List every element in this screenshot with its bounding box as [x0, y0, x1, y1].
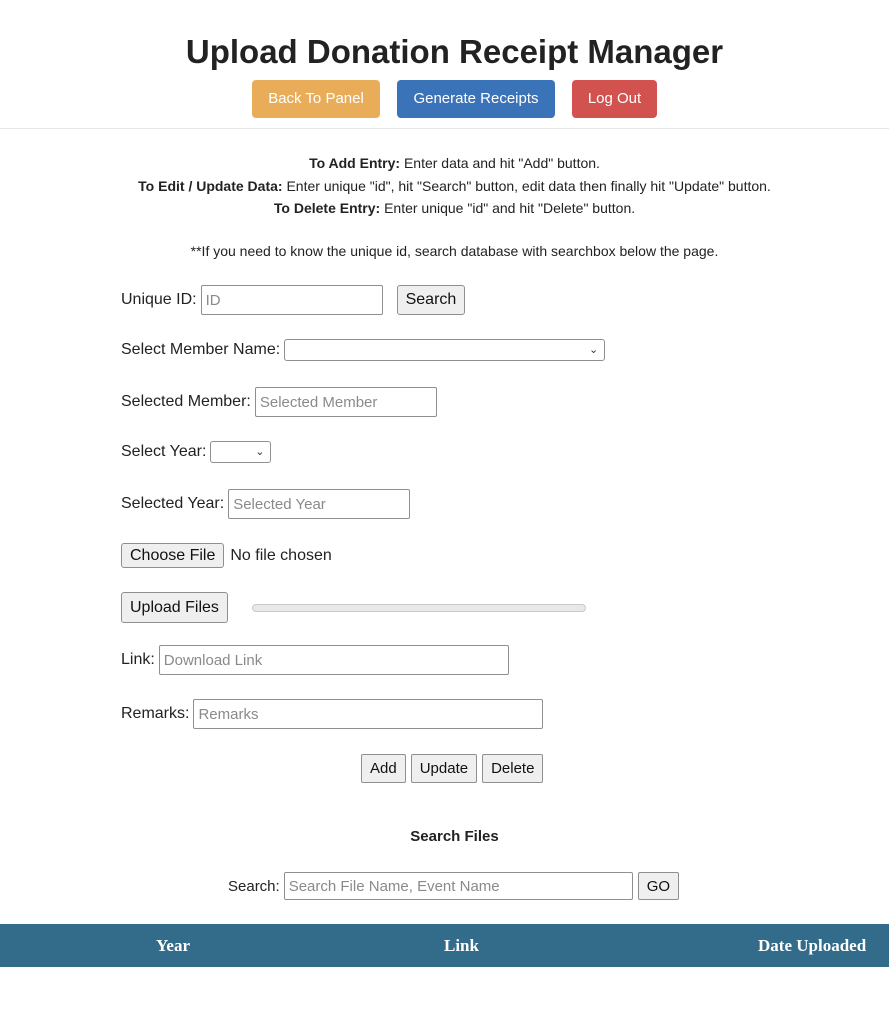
- select-year-row: [121, 441, 271, 463]
- instruction-add: [0, 152, 889, 175]
- upload-progress-bar: [252, 604, 586, 612]
- column-header-year: Year: [156, 936, 190, 955]
- delete-button[interactable]: Delete: [482, 754, 543, 783]
- instruction-delete: [0, 197, 889, 220]
- chevron-down-icon: ⌄: [588, 344, 599, 356]
- chevron-down-icon: ⌄: [255, 446, 265, 458]
- year-select[interactable]: [210, 441, 271, 463]
- top-button-bar: [0, 80, 889, 118]
- search-files-title: Search Files: [410, 828, 499, 845]
- results-table-header: [0, 924, 889, 967]
- file-status: No file chosen: [230, 546, 332, 564]
- log-out-button[interactable]: Log Out: [572, 80, 657, 118]
- remarks-input[interactable]: [193, 699, 543, 729]
- link-row: [121, 645, 509, 675]
- search-button[interactable]: Search: [397, 285, 466, 315]
- instruction-edit-text: Enter unique "id", hit "Search" button, edit data then finally hit "Update" button.: [282, 177, 771, 194]
- file-input-row: [121, 543, 332, 568]
- remarks-row: [121, 699, 543, 729]
- search-files-row: [228, 872, 679, 900]
- search-files-input[interactable]: [284, 872, 633, 900]
- choose-file-button[interactable]: Choose File: [121, 543, 224, 568]
- update-button[interactable]: Update: [411, 754, 477, 783]
- unique-id-label: Unique ID:: [121, 291, 197, 308]
- go-button[interactable]: GO: [638, 872, 679, 900]
- instruction-delete-text: Enter unique "id" and hit "Delete" button.: [380, 200, 636, 216]
- header-divider: [0, 128, 889, 129]
- page-title: Upload Donation Receipt Manager: [185, 33, 724, 70]
- unique-id-note: **If you need to know the unique id, search database with searchbox below the page.: [190, 243, 719, 259]
- instruction-edit-label: To Edit / Update Data:: [138, 177, 283, 194]
- back-to-panel-button[interactable]: Back To Panel: [252, 80, 380, 118]
- column-header-link: Link: [444, 936, 479, 955]
- instructions: [0, 152, 889, 220]
- link-label: Link:: [121, 651, 155, 668]
- column-header-date-uploaded: Date Uploaded: [758, 936, 867, 955]
- instruction-delete-label: To Delete Entry:: [273, 200, 381, 216]
- selected-member-row: [121, 387, 437, 417]
- selected-year-input[interactable]: [228, 489, 410, 519]
- add-button[interactable]: Add: [361, 754, 406, 783]
- selected-member-label: Selected Member:: [121, 393, 251, 410]
- member-name-row: [121, 339, 605, 361]
- upload-files-button[interactable]: Upload Files: [121, 592, 228, 623]
- instruction-edit: [0, 175, 889, 198]
- selected-member-input[interactable]: [255, 387, 437, 417]
- download-link-input[interactable]: [159, 645, 509, 675]
- selected-year-label: Selected Year:: [121, 495, 225, 512]
- selected-year-row: [121, 489, 410, 519]
- select-year-label: Select Year:: [121, 443, 207, 460]
- member-name-label: Select Member Name:: [121, 341, 281, 358]
- unique-id-input[interactable]: [201, 285, 383, 315]
- unique-id-row: [121, 285, 465, 315]
- remarks-label: Remarks:: [121, 705, 190, 722]
- instruction-add-text: Enter data and hit "Add" button.: [400, 155, 600, 171]
- member-name-select[interactable]: [284, 339, 605, 361]
- generate-receipts-button[interactable]: Generate Receipts: [397, 80, 555, 118]
- instruction-add-label: To Add Entry:: [309, 155, 401, 171]
- upload-row: [121, 592, 586, 623]
- search-label: Search:: [228, 877, 280, 895]
- action-buttons: [361, 754, 543, 783]
